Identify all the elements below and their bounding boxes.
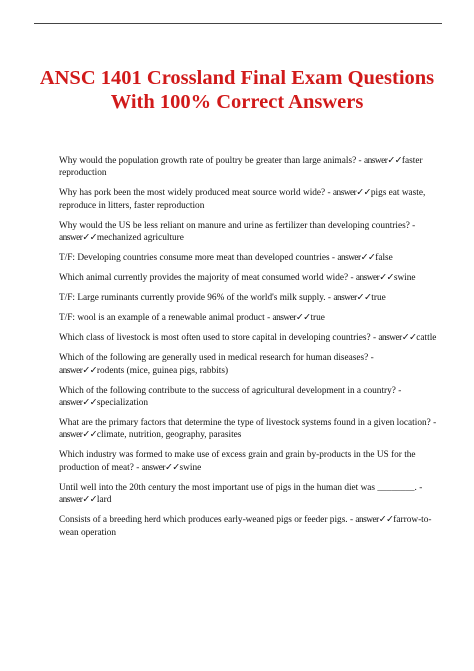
answer-text: false [375,253,393,264]
header-rule [34,23,442,24]
answer-text: specialization [96,398,149,409]
question-text: T/F: wool is an example of a renewable animal product - [59,313,273,324]
qa-item [59,272,439,284]
answer-text: rodents (mice, guinea pigs, rabbits) [96,365,229,376]
answer-marker: answer✓✓ [141,462,180,473]
question-text: Which class of livestock is most often used to store capital in developing countries? - [59,333,379,344]
answer-marker: answer✓✓ [337,253,376,264]
question-text: Which industry was formed to make use of excess grain and grain by-products in the US for the production of meat? - [59,450,416,473]
qa-item [59,220,439,245]
qa-item [59,352,439,377]
document-title [20,66,454,114]
qa-item [59,332,439,344]
answer-marker: answer✓✓ [355,515,394,526]
answer-marker: answer✓✓ [59,233,97,244]
answer-text: true [310,313,325,324]
question-text: Consists of a breeding herd which produces early-weaned pigs or feeder pigs. - [59,515,356,526]
question-text: Why has pork been the most widely produced meat source world wide? - [59,188,333,199]
question-text: Until well into the 20th century the most important use of pigs in the human diet was ________. - [59,482,423,493]
answer-text: swine [179,462,202,473]
question-text: Why would the population growth rate of poultry be greater than large animals? - [59,156,364,166]
answer-marker: answer✓✓ [332,188,371,199]
answer-text: climate, nutrition, geography, parasites [96,430,242,441]
qa-item [59,252,439,264]
question-text: Which of the following are generally used in medical research for human diseases? - [59,353,374,364]
title-line-1: ANSC 1401 Crossland Final Exam Questions [39,67,435,89]
answer-marker: answer✓✓ [59,365,97,376]
qa-item [59,292,439,304]
qa-item [59,155,439,180]
answer-marker: answer✓✓ [59,430,97,441]
title-line-2: With 100% Correct Answers [110,91,364,113]
answer-text: swine [393,273,416,284]
question-text: Why would the US be less reliant on manure and urine as fertilizer than developing countries? - [59,220,416,231]
qa-item [59,482,439,507]
qa-item [59,514,439,539]
question-text: T/F: Large ruminants currently provide 96% of the world's milk supply. - [59,293,334,304]
answer-text: farrow-to-wean operation [59,515,432,538]
question-text: T/F: Developing countries consume more meat than developed countries - [59,253,338,264]
qa-item [59,417,439,442]
question-text: Which animal currently provides the majority of meat consumed world wide? - [59,273,356,284]
answer-marker: answer✓✓ [59,398,97,409]
qa-item [59,385,439,410]
answer-marker: answer✓✓ [355,273,394,284]
answer-marker: answer✓✓ [333,293,372,304]
answer-text: true [371,293,386,304]
answer-text: mechanized agriculture [96,233,184,244]
question-answer-list [59,155,439,547]
question-text: What are the primary factors that determine the type of livestock systems found in a given location? - [59,418,437,429]
answer-marker: answer✓✓ [272,313,311,324]
answer-text: faster reproduction [59,156,423,179]
answer-marker: answer✓✓ [363,156,402,166]
qa-item [59,312,439,324]
answer-marker: answer✓✓ [378,333,417,344]
qa-item [59,187,439,212]
answer-text: cattle [416,333,437,344]
qa-item [59,449,439,474]
answer-text: pigs eat waste, reproduce in litters, faster reproduction [59,188,426,211]
question-text: Which of the following contribute to the success of agricultural development in a country? - [59,385,402,396]
answer-marker: answer✓✓ [59,495,97,506]
answer-text: lard [96,495,112,506]
